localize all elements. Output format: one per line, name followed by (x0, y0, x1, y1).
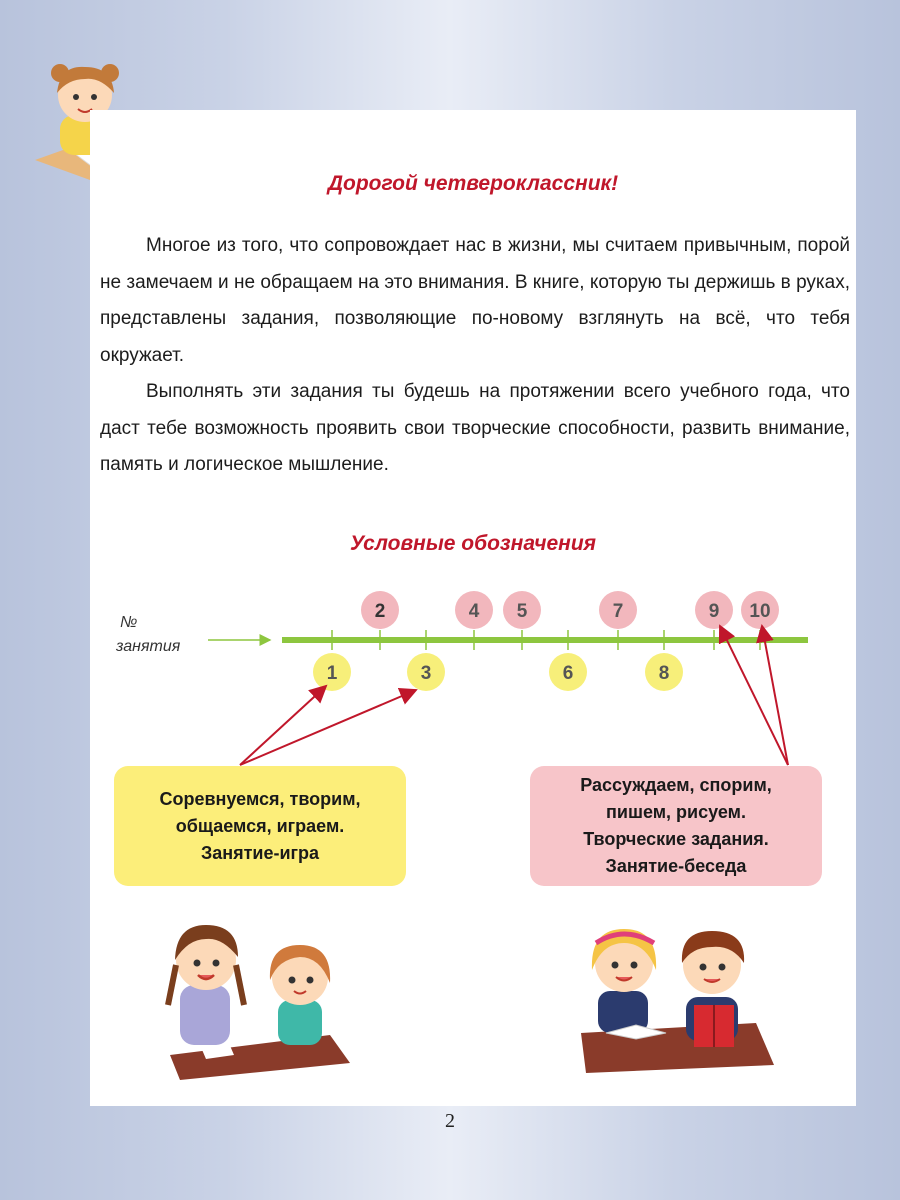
box-line: Творческие задания. (583, 829, 769, 849)
box-line: общаемся, играем. (175, 815, 345, 836)
pink-mark-label: 9 (708, 601, 720, 622)
discussion-lesson-box (530, 766, 822, 886)
yellow-mark (645, 653, 683, 691)
pointer-arrow-to-9 (720, 626, 788, 765)
pointer-arrow-to-1 (240, 686, 326, 765)
page-title: Дорогой четвероклассник! (327, 172, 619, 195)
kids-playing-illustration (160, 905, 360, 1080)
pink-mark-label: 4 (468, 601, 480, 622)
pointer-arrow-to-3 (240, 690, 416, 765)
yellow-mark (313, 653, 351, 691)
box-line: пишем, рисуем. (606, 802, 746, 822)
yellow-mark-label: 6 (562, 663, 574, 684)
legend-title: Условные обозначения (349, 532, 597, 555)
box-line: Занятие-игра (200, 842, 320, 863)
page-sheet (90, 110, 856, 1106)
timeline-label-number: № (120, 614, 138, 631)
pink-mark-label: 10 (749, 601, 771, 622)
yellow-mark (549, 653, 587, 691)
pink-mark-label: 5 (516, 601, 528, 622)
pink-mark (361, 591, 399, 629)
kids-reading-illustration (576, 905, 776, 1080)
pink-mark-label: 7 (612, 601, 624, 622)
pink-mark-label: 2 (374, 601, 386, 622)
pink-mark (741, 591, 779, 629)
game-lesson-box (114, 766, 406, 886)
page-number: 2 (445, 1110, 455, 1132)
paragraph: Выполнять эти задания ты будешь на протяжении всего учебного года, что даст тебе возможность проявить свои творческие способности, развить внимание, память и логическое мышление. (100, 381, 850, 475)
timeline-label-lesson: занятия (116, 638, 181, 655)
yellow-mark (407, 653, 445, 691)
pink-mark (455, 591, 493, 629)
pink-mark (599, 591, 637, 629)
box-line: Соревнуемся, творим, (159, 788, 361, 809)
pink-mark (695, 591, 733, 629)
box-line: Занятие-беседа (605, 856, 747, 876)
box-line: Рассуждаем, спорим, (580, 775, 772, 795)
yellow-mark-label: 8 (658, 663, 670, 684)
yellow-mark-label: 3 (420, 663, 432, 684)
pointer-arrow-to-10 (762, 626, 788, 765)
pink-mark (503, 591, 541, 629)
paragraph: Многое из того, что сопровождает нас в жизни, мы считаем привычным, порой не замечаем и не обращаем на это внимания. В книге, которую ты держишь в руках, представлены задания, позволяющие по-новому взглянуть на всё, что тебя окружает. (100, 235, 850, 366)
yellow-mark-label: 1 (326, 663, 338, 684)
